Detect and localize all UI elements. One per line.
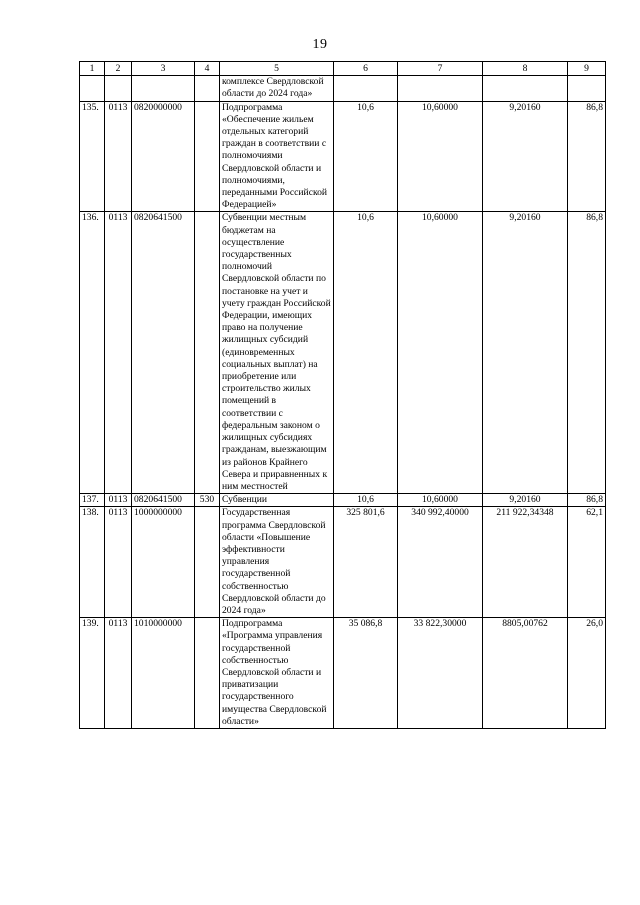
item-name: комплексе Свердловской области до 2024 года»: [220, 76, 334, 101]
target-code: 0820641500: [132, 212, 195, 494]
section-code: 0113: [105, 212, 132, 494]
section-code: 0113: [105, 494, 132, 507]
approved-amount: 10,6: [334, 494, 398, 507]
header-cell: 8: [483, 62, 568, 76]
planned-amount: 340 992,40000: [398, 507, 483, 618]
executed-amount: 9,20160: [483, 494, 568, 507]
header-cell: 2: [105, 62, 132, 76]
expense-type: [195, 212, 220, 494]
header-cell: 1: [80, 62, 105, 76]
executed-amount: 9,20160: [483, 101, 568, 212]
item-name: Субвенции местным бюджетам на осуществление государственных полномочий Свердловской области по постановке на учет и учету граждан Российской Федерации, имеющих право на получение жилищных субсидий (единовременных социальных выплат) на приобретение или строительство жилых помещений в соответствии с федеральным законом о жилищных субсидиях гражданам, выезжающим из районов Крайнего Севера и приравненных к ним местностей: [220, 212, 334, 494]
row-number: 135.: [80, 101, 105, 212]
target-code: 1010000000: [132, 618, 195, 729]
page-number: 19: [312, 37, 328, 52]
expense-type: [195, 507, 220, 618]
table-row: [80, 618, 606, 729]
planned-amount: 10,60000: [398, 212, 483, 494]
table-row: [80, 212, 606, 494]
approved-amount: 325 801,6: [334, 507, 398, 618]
section-code: 0113: [105, 101, 132, 212]
planned-amount: 10,60000: [398, 101, 483, 212]
execution-percent: 86,8: [568, 494, 606, 507]
planned-amount: 10,60000: [398, 494, 483, 507]
table-row: [80, 76, 606, 101]
section-code: [105, 76, 132, 101]
section-code: 0113: [105, 507, 132, 618]
table-row: [80, 507, 606, 618]
row-number: 136.: [80, 212, 105, 494]
expense-type: [195, 76, 220, 101]
expense-type: 530: [195, 494, 220, 507]
approved-amount: 35 086,8: [334, 618, 398, 729]
execution-percent: [568, 76, 606, 101]
executed-amount: 8805,00762: [483, 618, 568, 729]
executed-amount: 9,20160: [483, 212, 568, 494]
header-cell: 6: [334, 62, 398, 76]
header-cell: 7: [398, 62, 483, 76]
approved-amount: 10,6: [334, 101, 398, 212]
expense-type: [195, 101, 220, 212]
target-code: 0820000000: [132, 101, 195, 212]
execution-percent: 26,0: [568, 618, 606, 729]
item-name: Подпрограмма «Обеспечение жильем отдельных категорий граждан в соответствии с полномочиями Свердловской области и полномочиями, переданными Российской Федерацией»: [220, 101, 334, 212]
row-number: 139.: [80, 618, 105, 729]
item-name: Подпрограмма «Программа управления государственной собственностью Свердловской области и приватизации государственного имущества Свердловской области»: [220, 618, 334, 729]
row-number: [80, 76, 105, 101]
header-cell: 4: [195, 62, 220, 76]
target-code: 0820641500: [132, 494, 195, 507]
row-number: 137.: [80, 494, 105, 507]
budget-table: [79, 61, 606, 729]
target-code: [132, 76, 195, 101]
section-code: 0113: [105, 618, 132, 729]
executed-amount: [483, 76, 568, 101]
item-name: Государственная программа Свердловской области «Повышение эффективности управления государственной собственностью Свердловской области до 2024 года»: [220, 507, 334, 618]
execution-percent: 86,8: [568, 101, 606, 212]
item-name: Субвенции: [220, 494, 334, 507]
planned-amount: [398, 76, 483, 101]
planned-amount: 33 822,30000: [398, 618, 483, 729]
expense-type: [195, 618, 220, 729]
header-row: [80, 62, 606, 76]
approved-amount: [334, 76, 398, 101]
table-row: [80, 101, 606, 212]
header-cell: 9: [568, 62, 606, 76]
target-code: 1000000000: [132, 507, 195, 618]
header-cell: 5: [220, 62, 334, 76]
table-row: [80, 494, 606, 507]
approved-amount: 10,6: [334, 212, 398, 494]
executed-amount: 211 922,34348: [483, 507, 568, 618]
execution-percent: 62,1: [568, 507, 606, 618]
row-number: 138.: [80, 507, 105, 618]
header-cell: 3: [132, 62, 195, 76]
execution-percent: 86,8: [568, 212, 606, 494]
